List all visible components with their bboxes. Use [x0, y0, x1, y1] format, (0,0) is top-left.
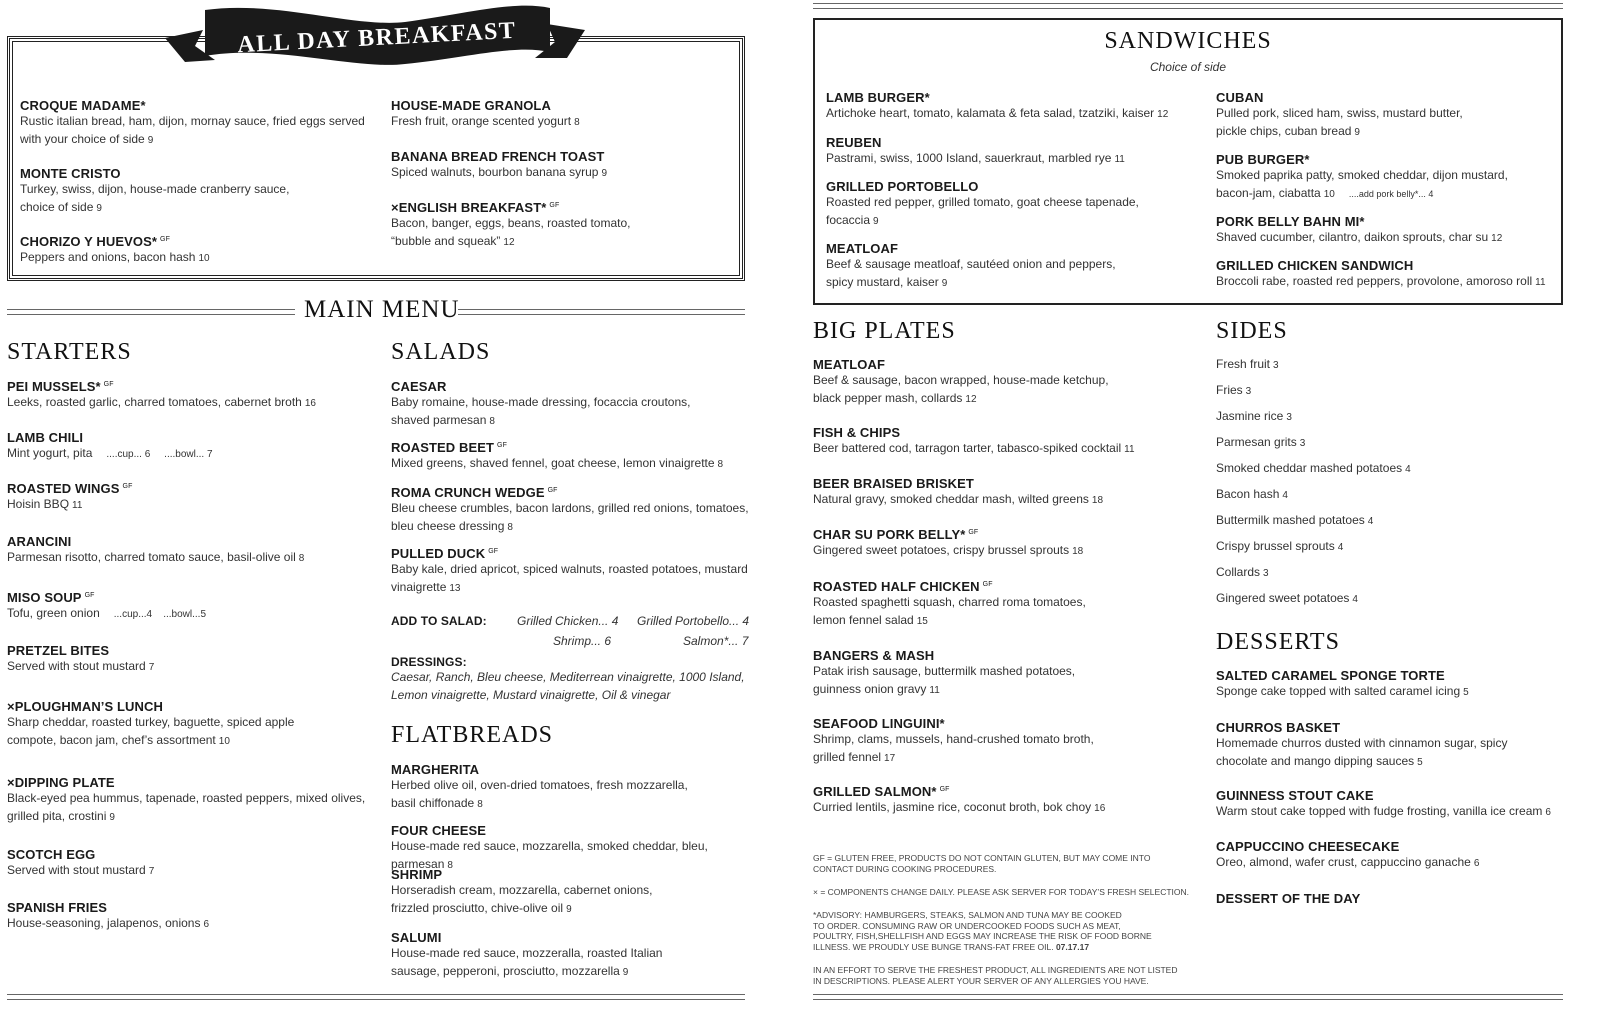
- side-item: Parmesan grits 3: [1216, 435, 1306, 449]
- menu-item: [391, 485, 751, 536]
- item-price: 9: [566, 903, 572, 915]
- item-price: 8: [574, 117, 580, 128]
- item-desc: Hoisin BBQ: [7, 497, 70, 511]
- item-desc: basil chiffonade: [391, 795, 475, 810]
- menu-item: [391, 762, 751, 813]
- menu-item: [1216, 214, 1556, 248]
- item-name: GRILLED SALMON*: [813, 784, 937, 799]
- item-desc: House-seasoning, jalapenos, onions: [7, 916, 201, 930]
- side-item: Gingered sweet potatoes 4: [1216, 591, 1358, 605]
- item-desc: Sponge cake topped with salted caramel icing: [1216, 684, 1461, 698]
- item-name: CAESAR: [391, 379, 447, 394]
- item-name: PRETZEL BITES: [7, 643, 110, 658]
- item-desc: Artichoke heart, tomato, kalamata & feta salad, tzatziki, kaiser: [826, 106, 1155, 120]
- item-name: SALUMI: [391, 930, 442, 945]
- item-desc: bleu cheese dressing: [391, 518, 505, 533]
- item-name: SHRIMP: [391, 867, 443, 882]
- item-name: PEI MUSSELS*: [7, 379, 101, 394]
- item-desc: Beer battered cod, tarragon tarter, tabasco-spiked cocktail: [813, 441, 1122, 455]
- item-desc: lemon fennel salad: [813, 612, 914, 627]
- menu-item: [1216, 668, 1561, 702]
- menu-item: [7, 534, 377, 568]
- item-price: 16: [304, 398, 316, 409]
- item-price: 7: [148, 866, 155, 877]
- dressings-label: DRESSINGS:: [391, 655, 467, 669]
- menu-item: [391, 546, 751, 597]
- item-price: 9: [109, 811, 115, 823]
- item-desc: “bubble and squeak”: [391, 233, 501, 248]
- item-desc: Sharp cheddar, roasted turkey, baguette, spiced apple: [7, 715, 295, 729]
- big-plates-title: BIG PLATES: [813, 318, 956, 344]
- item-desc: Warm stout cake topped with fudge frosting, vanilla ice cream: [1216, 804, 1543, 818]
- item-name: MEATLOAF: [826, 241, 899, 256]
- item-desc: shaved parmesan: [391, 412, 487, 427]
- add-option: Shrimp... 6: [553, 634, 612, 648]
- salads-title: SALADS: [391, 339, 491, 365]
- item-addon: ....add pork belly*... 4: [1348, 188, 1434, 199]
- item-name: ARANCINI: [7, 534, 72, 549]
- item-name: ×ENGLISH BREAKFAST*: [391, 200, 547, 215]
- gf-badge: GF: [497, 441, 507, 449]
- item-desc: compote, bacon jam, chef’s assortment: [7, 732, 216, 747]
- starters-title: STARTERS: [7, 339, 132, 365]
- item-desc: Bacon, banger, eggs, beans, roasted tomato,: [391, 216, 631, 230]
- add-option: Grilled Chicken... 4: [517, 614, 619, 628]
- item-desc: Shrimp, clams, mussels, hand-crushed tomato broth,: [813, 732, 1094, 746]
- item-price: 10: [1323, 188, 1335, 200]
- menu-item: [7, 699, 377, 750]
- item-name: MEATLOAF: [813, 357, 886, 372]
- menu-item: [813, 579, 1193, 630]
- menu-item: [391, 149, 731, 183]
- item-desc: grilled fennel: [813, 749, 882, 764]
- item-desc: Beef & sausage meatloaf, sautéed onion and peppers,: [826, 257, 1116, 271]
- item-price: 8: [447, 859, 453, 871]
- item-price: 9: [1354, 126, 1360, 138]
- advisory-note: *ADVISORY: HAMBURGERS, STEAKS, SALMON AND TUNA MAY BE COOKED TO ORDER. CONSUMING RAW OR UNDERCOOKED FOODS SUCH AS MEAT, POULTRY, FISH,SHELLFISH AND EGGS MAY INCREASE THE RISK OF FOOD BORNE ILLNESS. WE PROUDLY USE BUNGE TRANS-FAT FREE OIL. 07.17.17: [813, 910, 1152, 952]
- menu-item: [391, 200, 731, 251]
- side-item: Buttermilk mashed potatoes 4: [1216, 513, 1374, 527]
- item-desc: Broccoli rabe, roasted red peppers, provolone, amoroso roll: [1216, 274, 1533, 288]
- dressings: [391, 655, 751, 704]
- menu-item: [1216, 839, 1561, 873]
- item-name: LAMB CHILI: [7, 430, 84, 445]
- dressings-list: Lemon vinaigrette, Mustard vinaigrette, Oil & vinegar: [391, 687, 671, 702]
- side-item: Fresh fruit 3: [1216, 357, 1279, 371]
- item-desc: House-made red sauce, mozzarella, smoked cheddar, bleu, parmesan: [391, 839, 708, 871]
- add-to-salad-label: ADD TO SALAD:: [391, 614, 487, 628]
- menu-item: [1216, 152, 1556, 203]
- item-desc: Herbed olive oil, oven-dried tomatoes, fresh mozzarella,: [391, 778, 688, 792]
- menu-item: [7, 481, 377, 515]
- menu-item: [813, 784, 1193, 818]
- item-price: 9: [622, 966, 629, 978]
- bottom-rule-left: [7, 994, 745, 1000]
- side-item: Bacon hash 4: [1216, 487, 1288, 501]
- item-name: ROMA CRUNCH WEDGE: [391, 485, 545, 500]
- item-price: 15: [916, 615, 928, 627]
- menu-item: [813, 357, 1193, 408]
- menu-item: [813, 527, 1193, 561]
- item-price: 6: [203, 919, 210, 930]
- desserts-title: DESSERTS: [1216, 629, 1340, 655]
- item-name: SALTED CARAMEL SPONGE TORTE: [1216, 668, 1445, 683]
- side-item: Smoked cheddar mashed potatoes 4: [1216, 461, 1411, 475]
- gf-badge: GF: [103, 380, 114, 388]
- add-to-salad: [391, 613, 751, 653]
- components-note: × = COMPONENTS CHANGE DAILY. PLEASE ASK SERVER FOR TODAY’S FRESH SELECTION.: [813, 887, 1189, 897]
- sides-title: SIDES: [1216, 318, 1288, 344]
- item-desc: choice of side: [20, 199, 94, 214]
- item-desc: grilled pita, crostini: [7, 808, 107, 823]
- gf-badge: GF: [488, 547, 499, 555]
- gf-badge: GF: [549, 201, 560, 209]
- allergy-note: IN AN EFFORT TO SERVE THE FRESHEST PRODUCT, ALL INGREDIENTS ARE NOT LISTED IN DESCRIPTIONS. PLEASE ALERT YOUR SERVER OF ANY ALLERGIES YOU HAVE.: [813, 965, 1178, 986]
- item-price: 11: [1124, 444, 1135, 455]
- item-price: 18: [1091, 495, 1104, 506]
- item-desc: Homemade churros dusted with cinnamon sugar, spicy: [1216, 736, 1508, 750]
- item-desc: Pastrami, swiss, 1000 Island, sauerkraut, marbled rye: [826, 151, 1112, 165]
- item-name: FISH & CHIPS: [813, 425, 901, 440]
- item-desc: Patak irish sausage, buttermilk mashed potatoes,: [813, 664, 1076, 678]
- item-desc: chocolate and mango dipping sauces: [1216, 753, 1415, 768]
- menu-item: [1216, 90, 1556, 141]
- item-desc: spicy mustard, kaiser: [826, 274, 939, 289]
- menu-item: [813, 425, 1193, 459]
- item-desc: pickle chips, cuban bread: [1216, 123, 1352, 138]
- menu-item: [1216, 720, 1561, 771]
- item-desc: Roasted red pepper, grilled tomato, goat cheese tapenade,: [826, 195, 1139, 209]
- item-desc: Bleu cheese crumbles, bacon lardons, grilled red onions, tomatoes,: [391, 501, 749, 515]
- menu-item: [20, 166, 380, 217]
- item-price: 12: [1157, 109, 1169, 120]
- item-name: BANANA BREAD FRENCH TOAST: [391, 149, 605, 164]
- item-price: 8: [507, 521, 513, 533]
- breakfast-title: ALL DAY BREAKFAST: [236, 17, 518, 59]
- item-desc: Tofu, green onion: [7, 606, 100, 620]
- item-desc: Roasted spaghetti squash, charred roma tomatoes,: [813, 595, 1086, 609]
- gf-badge: GF: [939, 785, 950, 793]
- side-item: Fries 3: [1216, 383, 1252, 397]
- item-desc: black pepper mash, collards: [813, 390, 963, 405]
- item-price: 11: [72, 500, 83, 511]
- gf-badge: GF: [84, 591, 95, 599]
- item-desc: frizzled prosciutto, chive-olive oil: [391, 900, 564, 915]
- item-name: PULLED DUCK: [391, 546, 486, 561]
- item-desc: Leeks, roasted garlic, charred tomatoes, cabernet broth: [7, 395, 302, 409]
- item-price: 10: [218, 735, 230, 747]
- item-desc: Black-eyed pea hummus, tapenade, roasted peppers, mixed olives,: [7, 791, 366, 805]
- item-price: 9: [873, 215, 879, 227]
- item-desc: Served with stout mustard: [7, 863, 146, 877]
- item-desc: Horseradish cream, mozzarella, cabernet onions,: [391, 883, 653, 897]
- item-desc: vinaigrette: [391, 579, 447, 594]
- item-desc: sausage, pepperoni, prosciutto, mozzarella: [391, 963, 620, 978]
- item-name: MARGHERITA: [391, 762, 480, 777]
- gf-note: GF = GLUTEN FREE, PRODUCTS DO NOT CONTAIN GLUTEN, BUT MAY COME INTO CONTACT DURING COOKING PROCEDURES.: [813, 853, 1151, 874]
- item-desc: Beef & sausage, bacon wrapped, house-made ketchup,: [813, 373, 1109, 387]
- item-desc: Parmesan risotto, charred tomato sauce, basil-olive oil: [7, 550, 296, 564]
- item-desc: Gingered sweet potatoes, crispy brussel sprouts: [813, 543, 1070, 557]
- menu-item: [7, 900, 377, 934]
- menu-item: [7, 847, 377, 881]
- item-price: 11: [1114, 154, 1125, 165]
- menu-item: [391, 867, 751, 918]
- menu-date: 07.17.17: [1055, 941, 1090, 952]
- side-item: Collards 3: [1216, 565, 1269, 579]
- item-name: SPANISH FRIES: [7, 900, 108, 915]
- side-item: Jasmine rice 3: [1216, 409, 1292, 423]
- item-price: 8: [489, 415, 495, 427]
- item-name: CHAR SU PORK BELLY*: [813, 527, 966, 542]
- item-name: ×PLOUGHMAN’S LUNCH: [7, 699, 163, 714]
- item-name: FOUR CHEESE: [391, 823, 487, 838]
- item-name: CROQUE MADAME*: [20, 98, 146, 113]
- item-name: BANGERS & MASH: [813, 648, 935, 663]
- add-option: Salmon*... 7: [683, 634, 749, 648]
- item-price: 12: [503, 236, 515, 248]
- dressings-list: Caesar, Ranch, Bleu cheese, Mediterrean vinaigrette, 1000 Island,: [391, 670, 745, 684]
- item-desc: with your choice of side: [20, 131, 145, 146]
- item-price: 12: [1491, 233, 1503, 244]
- item-desc: Peppers and onions, bacon hash: [20, 250, 196, 264]
- menu-item: [7, 643, 377, 677]
- menu-item: [7, 379, 377, 413]
- item-price: 10: [198, 253, 210, 264]
- item-name: BEER BRAISED BRISKET: [813, 476, 974, 491]
- item-name: MISO SOUP: [7, 590, 82, 605]
- item-price-options: ...cup...4 ...bowl...5: [113, 609, 207, 620]
- item-name: GRILLED CHICKEN SANDWICH: [1216, 258, 1414, 273]
- flatbreads-title: FLATBREADS: [391, 722, 554, 748]
- item-name: ROASTED WINGS: [7, 481, 120, 496]
- item-desc: Curried lentils, jasmine rice, coconut broth, bok choy: [813, 800, 1092, 814]
- menu-item: [7, 590, 377, 624]
- item-desc: House-made red sauce, mozzeralla, roasted Italian: [391, 946, 663, 960]
- item-name: PORK BELLY BAHN MI*: [1216, 214, 1365, 229]
- item-price: 9: [941, 277, 948, 289]
- item-desc: Mint yogurt, pita: [7, 446, 93, 460]
- menu-item: [391, 98, 731, 132]
- sandwiches-title: SANDWICHES: [1104, 28, 1272, 54]
- item-name: CHORIZO Y HUEVOS*: [20, 234, 158, 249]
- gf-badge: GF: [160, 235, 170, 243]
- menu-item: [7, 775, 377, 826]
- item-price: 9: [147, 134, 154, 146]
- menu-item: [391, 440, 751, 474]
- item-price: 11: [929, 684, 940, 696]
- menu-item: [391, 930, 751, 981]
- breakfast-banner: [155, 0, 595, 72]
- menu-item: [826, 241, 1206, 292]
- item-name: CHURROS BASKET: [1216, 720, 1341, 735]
- item-desc: Rustic italian bread, ham, dijon, mornay sauce, fried eggs served: [20, 114, 365, 128]
- item-name: MONTE CRISTO: [20, 166, 121, 181]
- item-desc: Mixed greens, shaved fennel, goat cheese, lemon vinaigrette: [391, 456, 715, 470]
- item-name: ROASTED BEET: [391, 440, 495, 455]
- item-desc: Spiced walnuts, bourbon banana syrup: [391, 165, 599, 179]
- gf-badge: GF: [547, 486, 558, 494]
- gf-badge: GF: [982, 580, 993, 588]
- item-price: 8: [477, 798, 483, 810]
- menu-item: [826, 135, 1206, 169]
- item-price-options: ....cup... 6 ....bowl... 7: [106, 449, 213, 460]
- menu-item: [20, 234, 380, 268]
- item-price: 18: [1072, 546, 1084, 557]
- item-name: SCOTCH EGG: [7, 847, 96, 862]
- item-name: DESSERT OF THE DAY: [1216, 891, 1361, 906]
- item-name: SEAFOOD LINGUINI*: [813, 716, 945, 731]
- bottom-rule-right: [813, 994, 1563, 1000]
- item-name: CAPPUCCINO CHEESECAKE: [1216, 839, 1400, 854]
- item-name: CUBAN: [1216, 90, 1264, 105]
- item-desc: Smoked paprika patty, smoked cheddar, dijon mustard,: [1216, 168, 1508, 182]
- item-price: 16: [1094, 803, 1106, 814]
- item-price: 11: [1535, 277, 1546, 288]
- menu-item: [826, 90, 1206, 124]
- gf-badge: GF: [968, 528, 979, 536]
- top-rule-right: [813, 3, 1563, 9]
- item-price: 5: [1417, 756, 1423, 768]
- main-menu-rule-left: [7, 309, 295, 315]
- item-name: GRILLED PORTOBELLO: [826, 179, 979, 194]
- item-price: 17: [884, 752, 896, 764]
- menu-item: [826, 179, 1206, 230]
- item-desc: bacon-jam, ciabatta: [1216, 185, 1321, 200]
- gf-badge: GF: [122, 482, 133, 490]
- item-desc: Oreo, almond, wafer crust, cappuccino ganache: [1216, 855, 1471, 869]
- item-desc: Shaved cucumber, cilantro, daikon sprouts, char su: [1216, 230, 1489, 244]
- menu-item: [813, 476, 1193, 510]
- add-option: Grilled Portobello... 4: [637, 614, 750, 628]
- item-name: ROASTED HALF CHICKEN: [813, 579, 980, 594]
- item-desc: Baby romaine, house-made dressing, focaccia croutons,: [391, 395, 691, 409]
- menu-item: [7, 430, 377, 464]
- item-name: LAMB BURGER*: [826, 90, 930, 105]
- menu-item: [1216, 258, 1561, 292]
- menu-item: [391, 379, 751, 430]
- item-desc: guinness onion gravy: [813, 681, 927, 696]
- item-name: ×DIPPING PLATE: [7, 775, 115, 790]
- sandwiches-subtitle: Choice of side: [1149, 60, 1227, 74]
- menu-item: [1216, 788, 1561, 822]
- item-price: 9: [96, 202, 102, 214]
- item-price: 7: [148, 662, 155, 673]
- main-menu-rule-right: [458, 309, 745, 315]
- item-desc: focaccia: [826, 212, 871, 227]
- item-price: 13: [449, 582, 461, 594]
- item-name: HOUSE-MADE GRANOLA: [391, 98, 551, 113]
- item-desc: Baby kale, dried apricot, spiced walnuts, roasted potatoes, mustard: [391, 562, 748, 576]
- item-name: PUB BURGER*: [1216, 152, 1310, 167]
- item-price: 8: [717, 459, 724, 470]
- menu-item: [1216, 891, 1561, 906]
- item-desc: Turkey, swiss, dijon, house-made cranberry sauce,: [20, 182, 290, 196]
- item-price: 6: [1473, 858, 1480, 869]
- side-item: Crispy brussel sprouts 4: [1216, 539, 1344, 553]
- item-price: 8: [298, 553, 305, 564]
- menu-item: [813, 648, 1193, 699]
- item-desc: Served with stout mustard: [7, 659, 146, 673]
- item-desc: Pulled pork, sliced ham, swiss, mustard butter,: [1216, 106, 1463, 120]
- item-desc: Fresh fruit, orange scented yogurt: [391, 114, 572, 128]
- item-desc: Natural gravy, smoked cheddar mash, wilted greens: [813, 492, 1089, 506]
- item-name: REUBEN: [826, 135, 882, 150]
- item-price: 6: [1545, 807, 1551, 818]
- menu-item: [20, 98, 380, 149]
- item-price: 12: [965, 393, 977, 405]
- menu-item: [813, 716, 1193, 767]
- item-price: 5: [1463, 687, 1469, 698]
- item-name: GUINNESS STOUT CAKE: [1216, 788, 1374, 803]
- main-menu-title: MAIN MENU: [304, 296, 460, 323]
- item-price: 9: [601, 168, 608, 179]
